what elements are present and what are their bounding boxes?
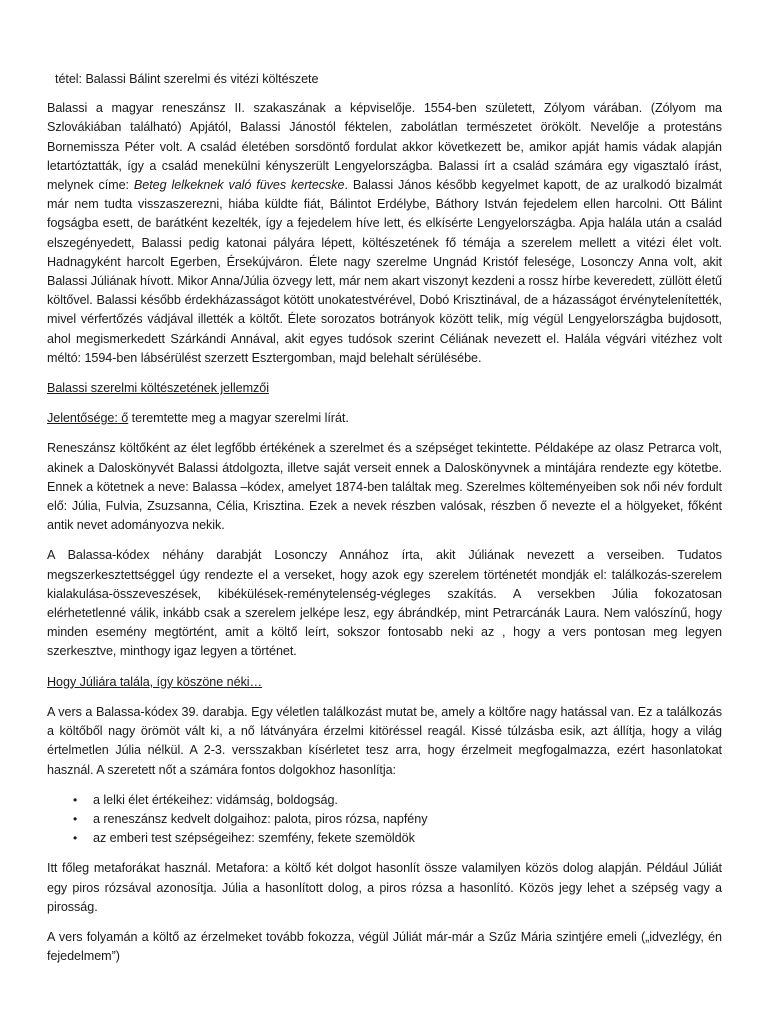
bullet-icon: • — [73, 831, 78, 846]
comparison-list — [47, 791, 722, 849]
significance-text: teremtette meg a magyar szerelmi lírát. — [128, 411, 349, 426]
intro-text-a: Balassi a magyar reneszánsz II. szakaszának a képviselője. 1554-ben született, Zólyom várában. (Zólyom ma Szlovákiában található) Apjától, Balassi Jánostól féktelen, zabolátlan természetet örökölt. Nevelője a protestáns Bornemissza Péter volt. A család életében sorsdöntő fordulat akkor következett be, amikor apját hamis vádak alapján letartóztatták, így a család menekülni kényszerült Lengyelországba. Balassi írt a család számára egy vigasztaló írást, melynek címe: — [47, 101, 722, 193]
final-paragraph: A vers folyamán a költő az érzelmeket tovább fokozza, végül Júliát már-már a Szűz Mária szintjére emeli („idvezlégy, én fejedelmem”) — [47, 929, 722, 964]
section-heading-poem: Hogy Júliára talála, így köszöne néki… — [47, 674, 263, 689]
section-heading-love-poetry: Balassi szerelmi költészetének jellemzői — [47, 381, 269, 396]
bullet-icon: • — [73, 811, 78, 826]
list-item-text: a lelki élet értékeihez: vidámság, boldogság. — [93, 792, 338, 807]
significance-label-text: Jelentősége: — [47, 411, 118, 426]
work-title-italic: Beteg lelkeknek való füves kertecske — [133, 178, 345, 193]
intro-text-b: . Balassi János később kegyelmet kapott, de az uralkodó bizalmát már nem tudta visszaszerezni, hiába küldte fiát, Bálintot Erdélybe, Báthory István fejedelem ellen harcolni. Ott Bálint fogságba esett, de barátként kezelték, így a fejedelem híve lett, és elkísérte Lengyelországba. Apja halála után a család elszegényedett, Balassi pedig katonai pályára lépett, költészetének fő témája a szerelem mellett a vitézi élet volt. Hadnagyként harcolt Egerben, Érsekújváron. Élete nagy szerelme Ungnád Kristóf felesége, Losonczy Anna volt, akit Balassi Júliának hívott. Mikor Anna/Júlia özvegy lett, már nem akart viszonyt kezdeni a rossz hírbe keveredett, züllött életű költővel. Balassi később érdekházasságot kötött unokatestvérével, Dobó Krisztinával, de a házasságot érvénytelenítették, mivel vérfertőzés vádjával illették a költőt. Élete sorozatos botrányok között telik, míg végül Lengyelországba bujdosott, ahol megismerkedett Szárkándi Annával, akit egyes tudósok szerint Céliának nevezett el. Halála végvári vitézhez volt méltó: 1594-ben lábsérülést szerzett Esztergomban, majd belehalt sérülésébe. — [47, 178, 723, 365]
codex-paragraph: A Balassa-kódex néhány darabját Losonczy Annához írta, akit Júliának nevezett a verseiben. Tudatos megszerkesztettséggel úgy rendezte el a verseket, hogy azok egy szerelem történetét mondják el: találkozás-szerelem kialakulása-összeveszések, kibékülések-reménytelenség-végleges szakítás. A versekben Júlia fokozatosan elérhetetlenné válik, inkább csak a szerelem jelképe lesz, egy ábrándkép, mint Petrarcánák Laura. Nem valószínű, hogy minden esemény megtörtént, amit a költő leírt, sokszor fontosabb neki az , hogy a vers pontosan meg legyen szerkesztve, minthogy igaz legyen a történet. — [47, 548, 722, 659]
significance-label-tail: ő — [117, 411, 129, 426]
document-title: tétel: Balassi Bálint szerelmi és vitézi költészete — [55, 72, 319, 86]
metaphor-paragraph: Itt főleg metaforákat használ. Metafora: a költő két dolgot hasonlít össze valamilyen közös dolog alapján. Például Júliát egy piros rózsával azonosítja. Júlia a hasonlított dolog, a piros rózsa a hasonlító. Közös jegy lehet a szépség vagy a pirosság. — [47, 861, 722, 914]
intro-paragraph — [47, 99, 722, 368]
list-item — [73, 810, 722, 829]
renaissance-paragraph: Reneszánsz költőként az élet legfőbb értékének a szerelmet és a szépséget tekintette. Példaképe az olasz Petrarca volt, akinek a Daloskönyvét Balassi átdolgozta, illetve saját verseit ennek a Daloskönyvnek a mintájára rendezte egy kötetbe. Ennek a kötetnek a neve: Balassa –kódex, amelyet 1874-ben találtak meg. Szerelmes költeményeiben sok női név fordult elő: Júlia, Fulvia, Zsuzsanna, Célia, Krisztina. Ezek a nevek részben valósak, részben ő nevezte el a hölgyeket, főként antik nevet adományozva nekik. — [47, 441, 722, 533]
bullet-icon: • — [73, 792, 78, 807]
significance-label — [47, 411, 128, 425]
list-item — [73, 791, 722, 810]
list-item — [73, 829, 722, 848]
document-page — [47, 70, 722, 977]
significance-paragraph — [47, 409, 722, 428]
poem-paragraph: A vers a Balassa-kódex 39. darabja. Egy véletlen találkozást mutat be, amely a költőre nagy hatással van. Ez a találkozás a költőből nagy örömöt vált ki, a nő látványára érzelmi kitöréssel reagál. Kissé túlzásba esik, azt állítja, hogy a világ értelmetlen Júlia nélkül. A 2-3. versszakban kísérletet tesz arra, hogy érzelmeit megfogalmazza, ezért hasonlatokat használ. A szeretett nőt a számára fontos dolgokhoz hasonlítja: — [47, 704, 722, 777]
list-item-text: a reneszánsz kedvelt dolgaihoz: palota, piros rózsa, napfény — [93, 811, 428, 826]
list-item-text: az emberi test szépségeihez: szemfény, fekete szemöldök — [93, 831, 415, 846]
